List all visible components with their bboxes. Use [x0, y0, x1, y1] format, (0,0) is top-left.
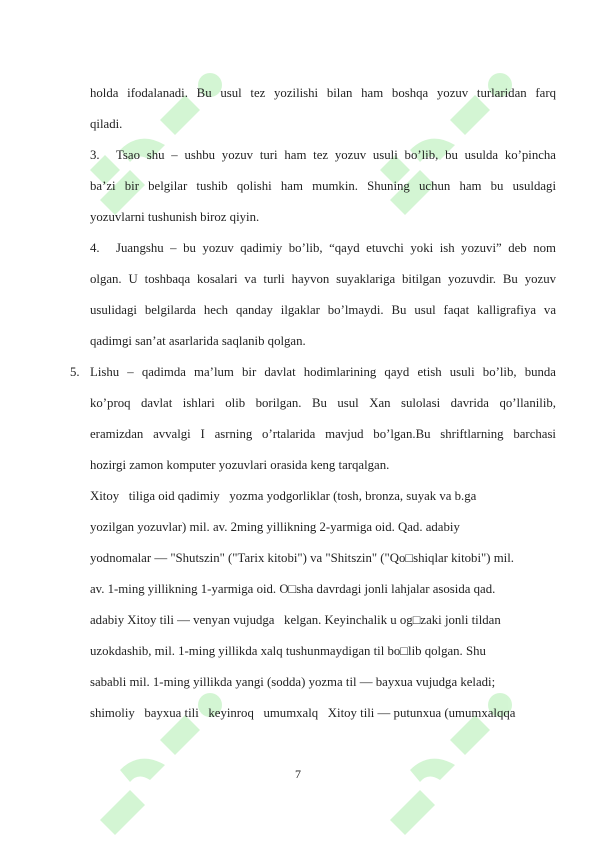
text-line: hozirgi zamon komputer yozuvlari orasida keng tarqalgan.	[90, 458, 390, 472]
list-item-4	[90, 233, 556, 357]
text-line: av. 1-ming yillikning 1-yarmiga oid. O□sha davrdagi jonli lahjalar asosida qad.	[90, 582, 496, 596]
list-number: 3.	[90, 148, 100, 162]
text-line: sababli mil. 1-ming yillikda yangi (sodda) yozma til — bayxua vujudga keladi;	[90, 675, 496, 689]
text-line: Lishu – qadimda ma’lum bir davlat hodimlarining qayd etish usuli bo’lib, bunda	[90, 365, 556, 379]
text-line: olgan. U toshbaqa kosalari va turli hayvon suyaklariga bitilgan yozuvdir. Bu yozuv	[90, 272, 556, 286]
paragraph-xitoy	[90, 481, 556, 729]
text-line: uzokdashib, mil. 1-ming yillikda xalq tushunmaydigan til bo□lib qolgan. Shu	[90, 644, 486, 658]
list-item-3	[90, 140, 556, 233]
list-item-5	[70, 357, 556, 481]
text-line: adabiy Xitoy tili — venyan vujudga kelgan. Keyinchalik u og□zaki jonli tildan	[90, 613, 501, 627]
text-line: eramizdan avvalgi I asrning o’rtalarida mavjud bo’lgan.Bu shriftlarning barchasi	[90, 427, 556, 441]
text-line: ba’zi bir belgilar tushib qolishi ham mumkin. Shuning uchun ham bu usuldagi	[90, 179, 556, 193]
list-number: 4.	[90, 241, 100, 255]
text-line: yozilgan yozuvlar) mil. av. 2ming yillikning 2-yarmiga oid. Qad. adabiy	[90, 520, 460, 534]
text-line: shimoliy bayxua tili keyinroq umumxalq Xitoy tili — putunxua (umumxalqqa	[90, 706, 516, 720]
paragraph-continuation	[90, 78, 556, 140]
text-line: qiladi.	[90, 117, 123, 131]
text-line: qadimgi san’at asarlarida saqlanib qolgan.	[90, 334, 306, 348]
text-line: Juangshu – bu yozuv qadimiy bo’lib, “qayd etuvchi yoki ish yozuvi” deb nom	[116, 241, 556, 255]
text-line: Xitoy tiliga oid qadimiy yozma yodgorliklar (tosh, bronza, suyak va b.ga	[90, 489, 477, 503]
text-line: ko’proq davlat ishlari olib borilgan. Bu usul Xan sulolasi davrida qo’llanilib,	[90, 396, 556, 410]
text-line: holda ifodalanadi. Bu usul tez yozilishi bilan ham boshqa yozuv turlaridan farq	[90, 86, 556, 100]
text-line: usulidagi belgilarda hech qanday ilgaklar bo’lmaydi. Bu usul faqat kalligrafiya va	[90, 303, 556, 317]
list-number: 5.	[70, 365, 80, 379]
text-line: yodnomalar — "Shutszin" ("Tarix kitobi") va "Shitszin" ("Qo□shiqlar kitobi") mil.	[90, 551, 514, 565]
text-line: Tsao shu – ushbu yozuv turi ham tez yozuv usuli bo’lib, bu usulda ko’pincha	[116, 148, 556, 162]
text-line: yozuvlarni tushunish biroz qiyin.	[90, 210, 260, 224]
page-number: 7	[295, 767, 301, 781]
document-body	[70, 78, 556, 729]
